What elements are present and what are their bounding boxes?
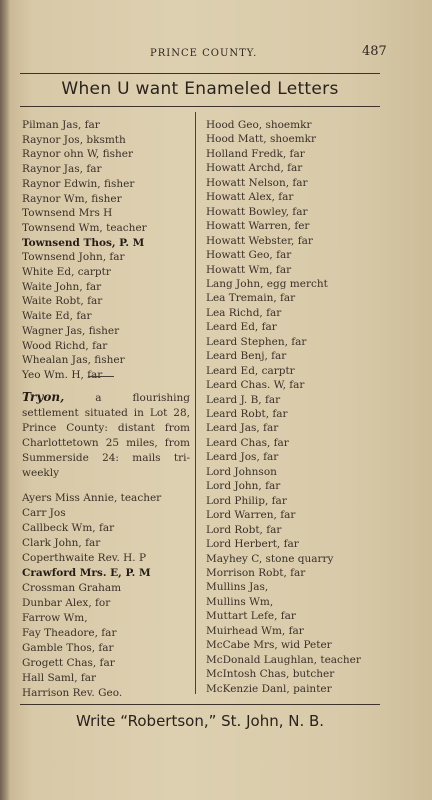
- directory-entry: Raynor Wm, fisher: [22, 192, 122, 205]
- directory-entry: Leard Ed, far: [206, 321, 277, 334]
- directory-entry: Grogett Chas, far: [22, 657, 115, 669]
- directory-entry: Farrow Wm,: [22, 612, 88, 624]
- directory-entry: Raynor ohn W, fisher: [22, 148, 133, 161]
- directory-entry: Lord Warren, far: [206, 509, 296, 522]
- directory-entry: Mullins Wm,: [206, 595, 274, 608]
- directory-entry: Howatt Geo, far: [206, 249, 292, 262]
- directory-entry: Mullins Jas,: [206, 581, 269, 594]
- directory-entry: Leard Robt, far: [206, 408, 288, 420]
- running-header: [0, 46, 432, 64]
- top-advert-banner: When U want Enameled Letters: [61, 79, 339, 99]
- directory-entry: Townsend John, far: [22, 251, 125, 264]
- directory-entry: Leard Jos, far: [206, 451, 279, 464]
- bottom-advert-banner: Write “Robertson,” St. John, N. B.: [75, 712, 325, 730]
- directory-entry: McDonald Laughlan, teacher: [206, 653, 361, 666]
- directory-entry: Howatt Archd, far: [206, 162, 303, 175]
- directory-entry: Hall Saml, far: [22, 672, 97, 684]
- column-divider: [195, 112, 196, 694]
- directory-entry: Leard Jas, far: [206, 422, 279, 435]
- directory-entry: Callbeck Wm, far: [22, 522, 115, 534]
- directory-entry: Raynor Jas, far: [22, 163, 102, 176]
- directory-entry: Raynor Edwin, fisher: [22, 177, 135, 190]
- directory-entry: Lord Johnson: [206, 465, 277, 478]
- directory-entry: Muirhead Wm, far: [206, 624, 304, 637]
- directory-entry: Townsend Mrs H: [22, 207, 113, 220]
- directory-entry: Whealan Jas, fisher: [22, 354, 125, 367]
- directory-entry: Lea Tremain, far: [206, 292, 296, 305]
- directory-entry: Crossman Graham: [22, 582, 122, 594]
- directory-entry: Lea Richd, far: [206, 306, 282, 319]
- directory-entry: Lord Robt, far: [206, 523, 282, 536]
- directory-entry: Lord Herbert, far: [206, 538, 299, 551]
- directory-entry: Carr Jos: [22, 507, 66, 519]
- county-heading: PRINCE COUNTY.: [150, 48, 258, 59]
- banner-rule: [20, 106, 380, 107]
- directory-entry: Raynor Jos, bksmth: [22, 133, 126, 146]
- directory-entry: Holland Fredk, far: [206, 147, 305, 160]
- directory-entry: McCabe Mrs, wid Peter: [206, 639, 332, 652]
- directory-entry: Fay Theadore, far: [22, 627, 117, 639]
- directory-entry: Yeo Wm. H, far: [22, 368, 103, 381]
- directory-entry: Pilman Jas, far: [22, 119, 100, 131]
- directory-entry: Gamble Thos, far: [22, 642, 114, 654]
- place-text: a flourishing settlement situated in Lot 28, Prince County: distant from Charlottetown 25 miles, from Summerside 24: mails tri-weekly: [22, 392, 191, 479]
- directory-entry: Wood Richd, far: [22, 339, 108, 352]
- directory-entry: Clark John, far: [22, 537, 101, 549]
- directory-entry: Lang John, egg mercht: [206, 277, 328, 290]
- directory-entry: Howatt Nelson, far: [206, 176, 308, 189]
- directory-entry: Leard Chas. W, far: [206, 379, 305, 392]
- directory-entry: Waite John, far: [22, 280, 102, 293]
- directory-entry: Waite Ed, far: [22, 310, 92, 323]
- directory-entry: Townsend Thos, P. M: [22, 236, 145, 249]
- directory-entry: Leard Benj, far: [206, 350, 287, 363]
- directory-entry: Morrison Robt, far: [206, 566, 306, 579]
- directory-entry: Townsend Wm, teacher: [22, 221, 147, 234]
- directory-entry: Lord John, far: [206, 480, 281, 493]
- directory-entry: Hood Matt, shoemkr: [206, 133, 317, 146]
- page-number: 487: [362, 44, 387, 59]
- directory-entry: Ayers Miss Annie, teacher: [22, 492, 162, 504]
- directory-entry: Wagner Jas, fisher: [22, 324, 120, 337]
- directory-entry: Coperthwaite Rev. H. P: [22, 552, 147, 564]
- directory-entry: Lord Philip, far: [206, 494, 287, 507]
- directory-entry: Harrison Rev. Geo.: [22, 687, 123, 699]
- page-binding: [0, 0, 10, 800]
- directory-entry: Crawford Mrs. E, P. M: [22, 567, 151, 579]
- tryon-description: [22, 390, 190, 481]
- directory-entry: Leard Stephen, far: [206, 335, 307, 348]
- directory-entry: McIntosh Chas, butcher: [206, 668, 335, 681]
- section-rule: [88, 376, 114, 377]
- directory-entry: Howatt Webster, far: [206, 234, 313, 247]
- directory-entry: Howatt Warren, fer: [206, 220, 310, 233]
- place-name: Tryon,: [22, 390, 65, 404]
- top-rule: [20, 73, 380, 74]
- directory-entry: Waite Robt, far: [22, 295, 103, 308]
- directory-entry: Howatt Wm, far: [206, 263, 292, 276]
- directory-entry: McKenzie Danl, painter: [206, 682, 332, 695]
- directory-entry: Leard Ed, carptr: [206, 364, 295, 377]
- directory-entry: Dunbar Alex, for: [22, 597, 111, 609]
- directory-entry: Leard J. B, far: [206, 393, 281, 406]
- directory-entry: Howatt Alex, far: [206, 191, 294, 204]
- directory-entry: Mayhey C, stone quarry: [206, 552, 334, 565]
- directory-entry: Hood Geo, shoemkr: [206, 119, 312, 131]
- directory-entry: Muttart Lefe, far: [206, 610, 296, 623]
- directory-entry: Leard Chas, far: [206, 436, 289, 449]
- bottom-rule: [20, 704, 380, 705]
- directory-entry: Howatt Bowley, far: [206, 205, 308, 218]
- directory-entry: White Ed, carptr: [22, 266, 111, 278]
